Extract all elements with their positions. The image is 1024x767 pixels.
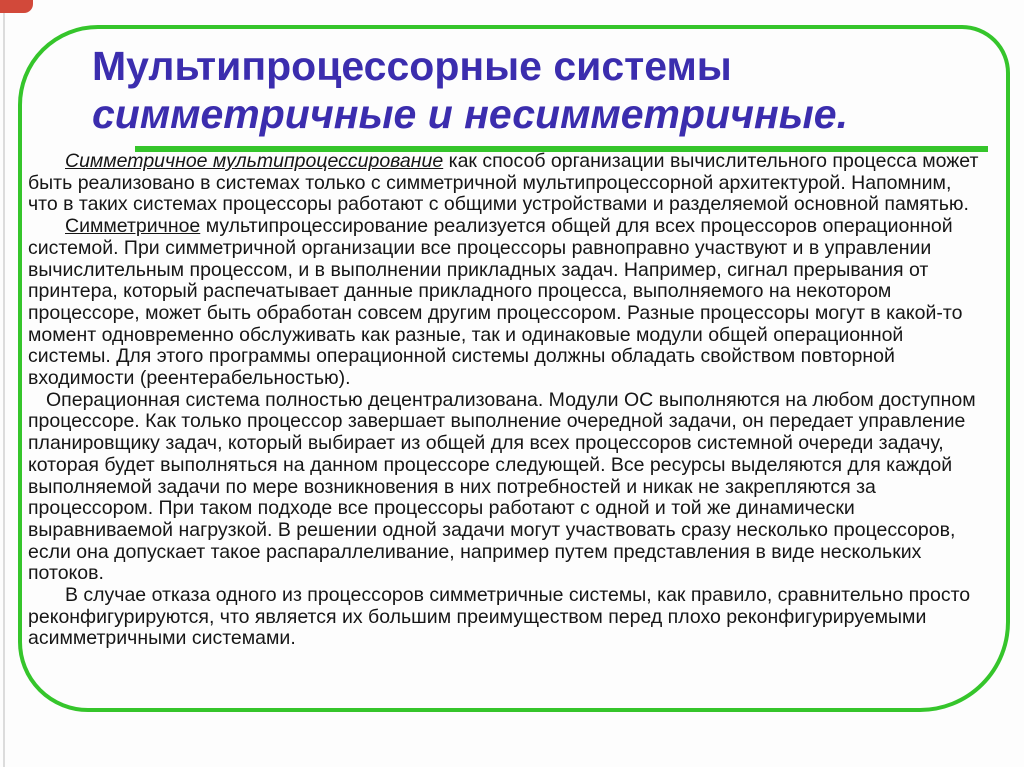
paragraph-smp-implementation bbox=[28, 216, 985, 390]
paragraph-text: Операционная система полностью децентрализована. Модули ОС выполняются на любом доступном процессоре. Как только процессор завершает выполнение очередной задачи, он передает управление планировщику задач, который выбирает из общей для всех процессоров системной очереди задачу, которая будет выполняться на данном процессоре следующей. Все ресурсы выделяются для каждой выполняемой задачи по мере возникновения в них потребностей и никак не закрепляются за процессором. При таком подходе все процессоры работают с одной и той же динамически выравниваемой нагрузкой. В решении одной задачи могут участвовать сразу несколько процессоров, если она допускает такое распараллеливание, например путем представления в виде нескольких потоков. bbox=[28, 388, 976, 585]
red-corner-accent bbox=[0, 0, 33, 13]
lead-phrase-symmetric-multiprocessing: Симметричное мультипроцессирование bbox=[65, 150, 444, 172]
paragraph-text: мультипроцессирование реализуется общей для всех процессоров операционной системой. При симметричной организации все процессоры равноправно участвуют и в управлении вычислительным процессом, и в выполнении прикладных задач. Например, сигнал прерывания от принтера, который распечатывает данные прикладного процесса, выполняемого на некотором процессоре, может быть обработан совсем другим процессором. Разные процессоры могут в какой-то момент одновременно обслуживать как разные, так и одинаковые модули общей операционной системы. Для этого программы операционной системы должны обладать свойством повторной входимости (реентерабельностью). bbox=[28, 215, 963, 390]
paragraph-smp-definition bbox=[28, 151, 985, 216]
slide-title bbox=[92, 42, 992, 138]
title-line-1: Мультипроцессорные системы bbox=[92, 43, 732, 89]
left-edge-line bbox=[3, 0, 5, 767]
lead-phrase-symmetric: Симметричное bbox=[65, 215, 201, 238]
title-line-2: симметричные и несимметричные. bbox=[92, 91, 848, 137]
paragraph-text: В случае отказа одного из процессоров симметричные системы, как правило, сравнительно просто реконфигурируются, что является их большим преимуществом перед плохо реконфигурируемыми асимметричными системами. bbox=[28, 584, 971, 650]
paragraph-failure-reconfiguration bbox=[28, 585, 985, 650]
paragraph-os-decentralized bbox=[28, 390, 985, 585]
paragraph-text: как способ организации вычислительного процесса может быть реализовано в системах только с симметричной мультипроцессорной архитектурой. Напомним, что в таких системах процессоры работают с общими устройствами и разделяемой основной памятью. bbox=[28, 150, 979, 216]
slide-body-text bbox=[28, 151, 985, 650]
